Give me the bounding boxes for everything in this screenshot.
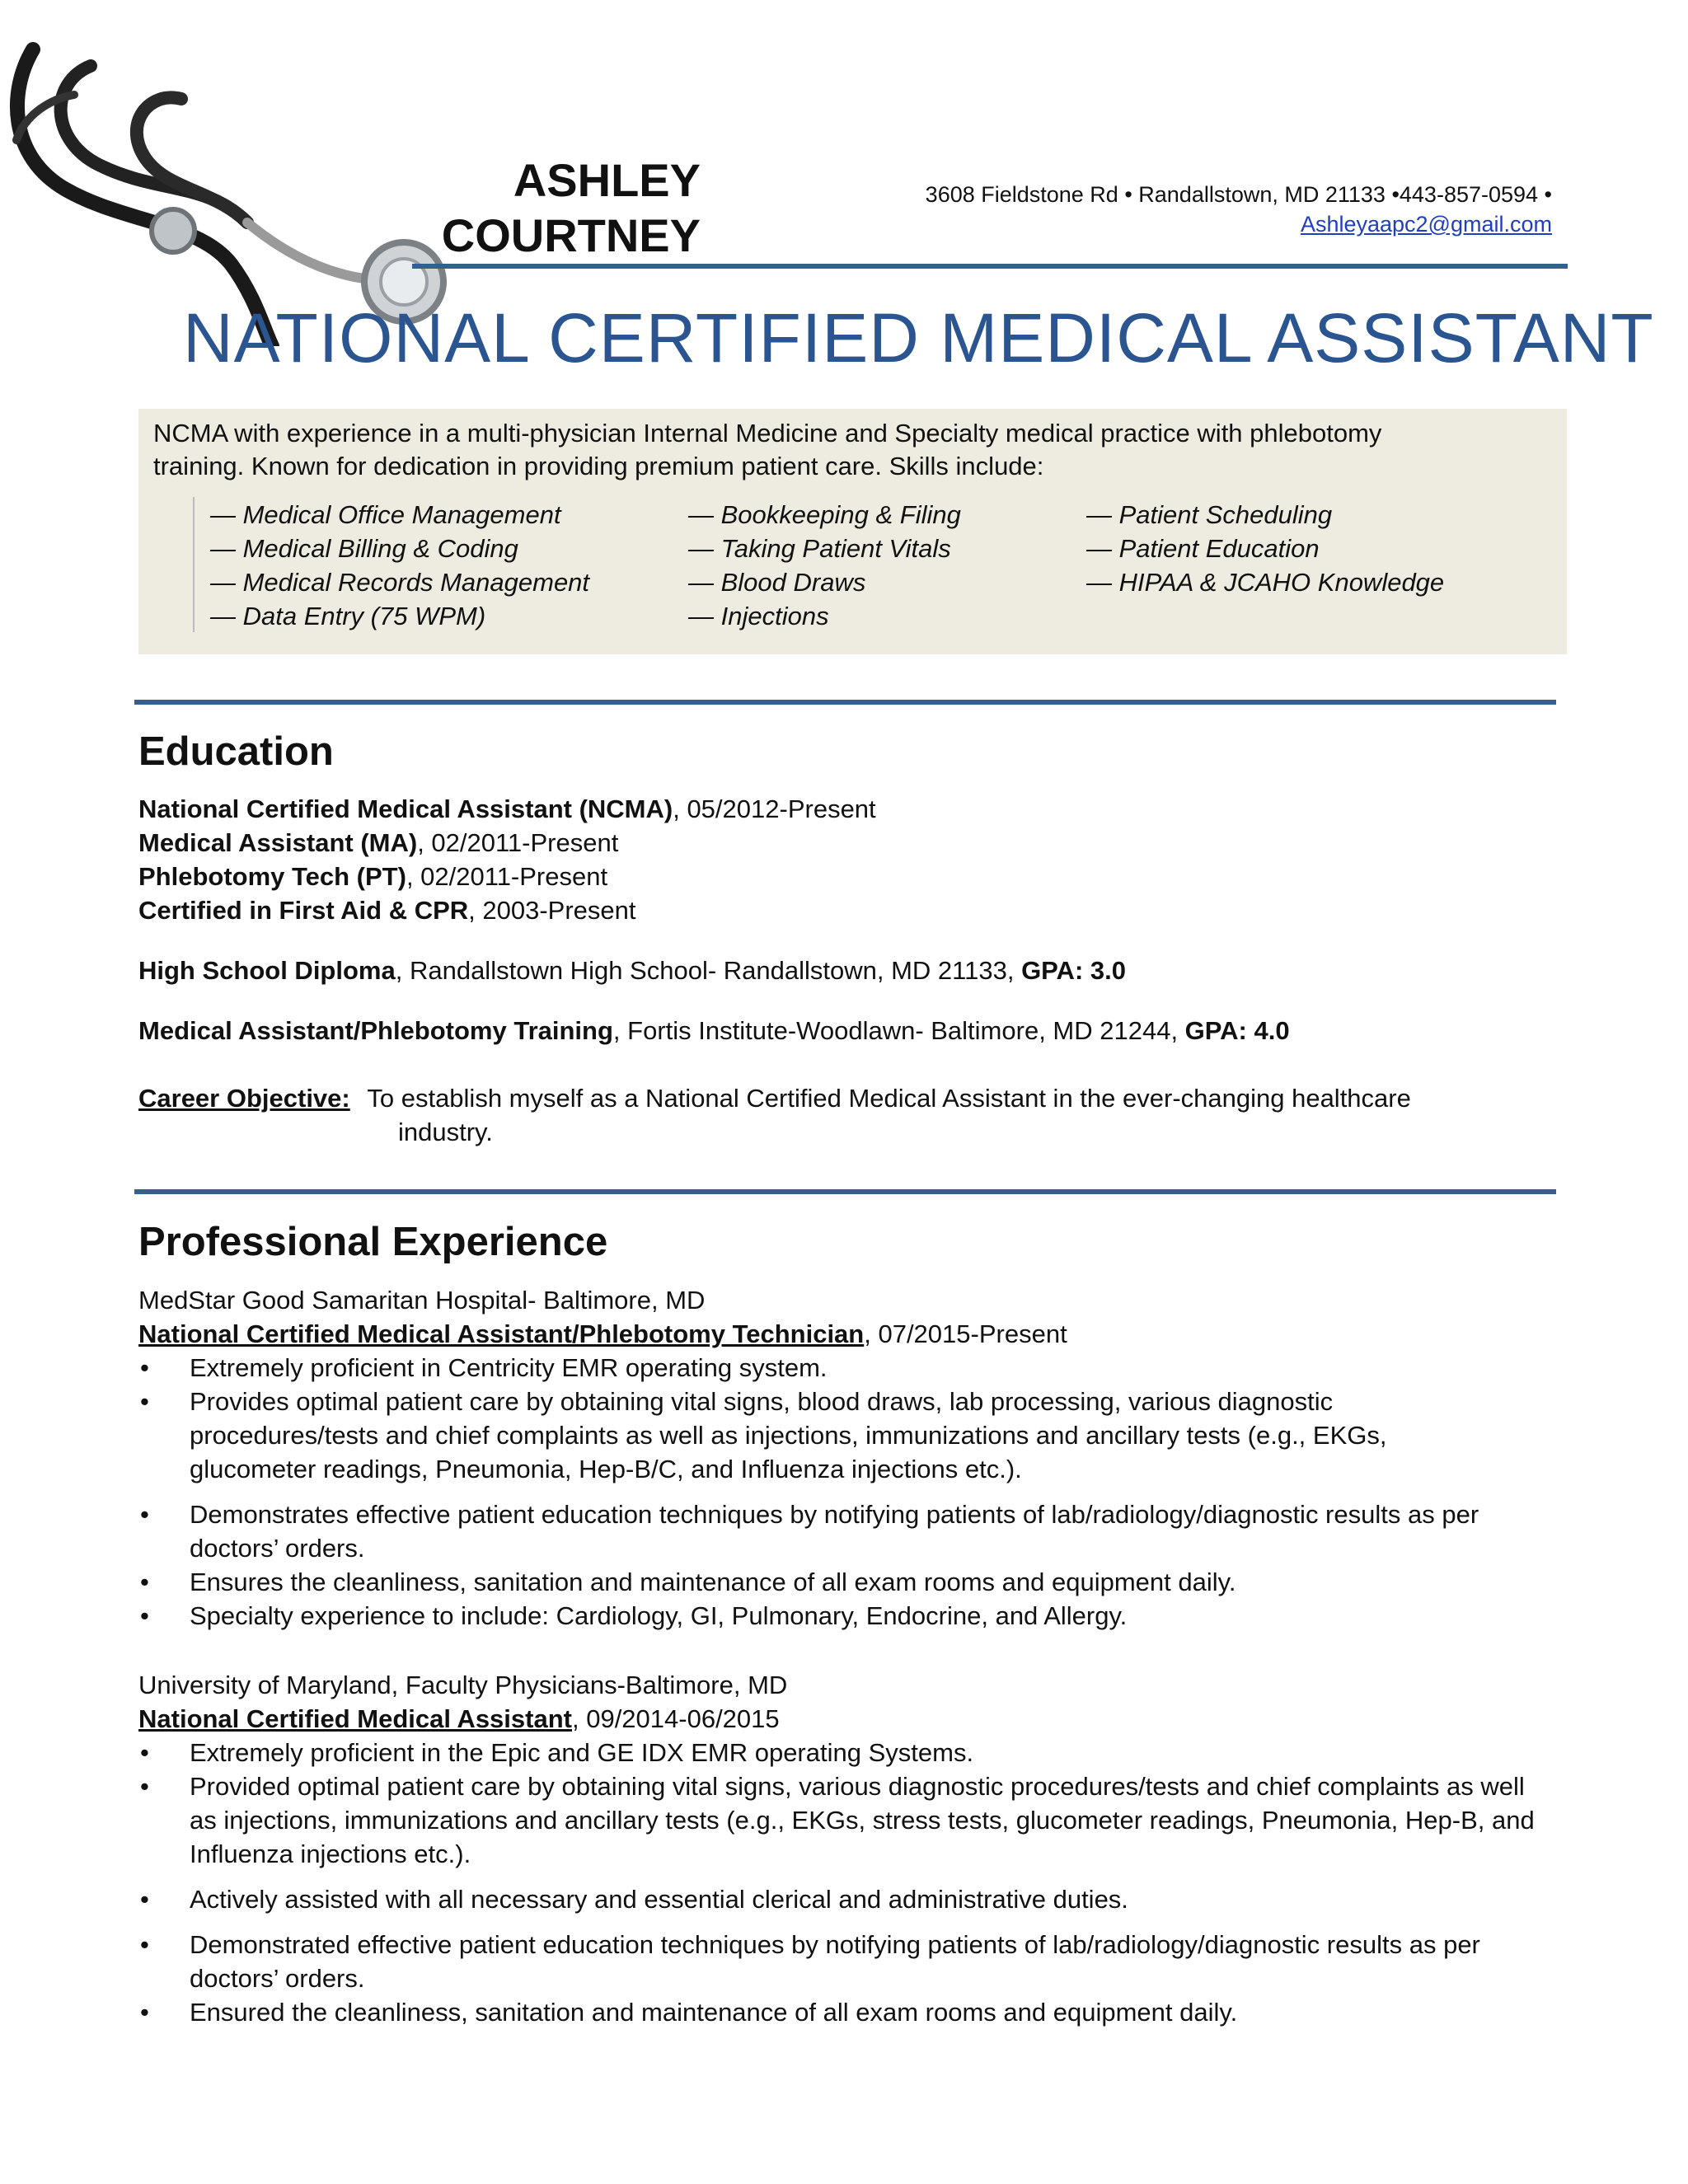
section-divider [134, 1189, 1556, 1194]
certification-row: Certified in First Aid & CPR, 2003-Present [138, 896, 636, 925]
page-title: NATIONAL CERTIFIED MEDICAL ASSISTANT [183, 299, 1654, 377]
job-entry [138, 1283, 1556, 1633]
skills-column-2 [688, 498, 961, 633]
list-item: • Extremely proficient in Centricity EMR operating system. [138, 1351, 1556, 1385]
list-item: • Specialty experience to include: Cardiology, GI, Pulmonary, Endocrine, and Allergy. [138, 1599, 1556, 1633]
career-objective-cont: industry. [398, 1118, 493, 1146]
list-item: • Demonstrated effective patient education techniques by notifying patients of lab/radiology/diagnostic results as per doctors’ orders. [138, 1928, 1556, 1995]
certification-row: Medical Assistant (MA), 02/2011-Present [138, 828, 619, 857]
skill-item: — Data Entry (75 WPM) [210, 602, 486, 630]
career-objective-label: Career Objective: [138, 1084, 350, 1113]
skill-item: — HIPAA & JCAHO Knowledge [1086, 568, 1445, 597]
skill-item: — Taking Patient Vitals [688, 534, 951, 563]
skill-item: — Blood Draws [688, 568, 866, 597]
header-divider [412, 264, 1568, 269]
job-duties [138, 1351, 1556, 1633]
skill-item: — Medical Office Management [210, 500, 561, 529]
education-heading: Education [138, 729, 334, 774]
list-item: • Provided optimal patient care by obtaining vital signs, various diagnostic procedures/tests and chief complaints as well as injections, immunizations and ancillary tests (e.g., EKGs, stress tests, glucometer readings, Pneumonia, Hep-B, and Influenza injections etc.). [138, 1769, 1556, 1871]
list-item: • Extremely proficient in the Epic and GE IDX EMR operating Systems. [138, 1736, 1556, 1769]
job-duties [138, 1736, 1556, 2029]
skill-item: — Patient Scheduling [1086, 500, 1333, 529]
list-item: • Actively assisted with all necessary and essential clerical and administrative duties. [138, 1882, 1556, 1916]
job-employer: University of Maryland, Faculty Physicians-Baltimore, MD [138, 1671, 788, 1699]
certification-row: National Certified Medical Assistant (NCMA), 05/2012-Present [138, 794, 876, 823]
experience-heading: Professional Experience [138, 1220, 608, 1264]
job-entry [138, 1668, 1556, 2029]
contact-email-link[interactable]: Ashleyaapc2@gmail.com [1300, 212, 1552, 237]
training-row: Medical Assistant/Phlebotomy Training, Fortis Institute-Woodlawn- Baltimore, MD 21244, GPA: 4.0 [138, 1016, 1290, 1045]
job-employer: MedStar Good Samaritan Hospital- Baltimore, MD [138, 1286, 706, 1315]
skill-item: — Patient Education [1086, 534, 1320, 563]
job-title-row: National Certified Medical Assistant/Phlebotomy Technician, 07/2015-Present [138, 1319, 1067, 1348]
summary-intro: NCMA with experience in a multi-physician Internal Medicine and Specialty medical practice with phlebotomy training. Known for dedication in providing premium patient care. Skills include: [153, 419, 1382, 480]
job-title-row: National Certified Medical Assistant, 09/2014-06/2015 [138, 1704, 780, 1733]
certification-row: Phlebotomy Tech (PT), 02/2011-Present [138, 862, 608, 891]
skill-item: — Bookkeeping & Filing [688, 500, 961, 529]
summary-box [138, 409, 1567, 654]
skill-item: — Medical Billing & Coding [210, 534, 518, 563]
first-name: ASHLEY [513, 154, 701, 206]
skills-column-3 [1086, 498, 1444, 599]
skills-column-1 [210, 498, 589, 633]
skill-item: — Injections [688, 602, 829, 630]
skill-item: — Medical Records Management [210, 568, 590, 597]
list-item: • Demonstrates effective patient education techniques by notifying patients of lab/radiology/diagnostic results as per doctors’ orders. [138, 1497, 1556, 1565]
skills-divider [193, 497, 195, 632]
list-item: • Ensured the cleanliness, sanitation and maintenance of all exam rooms and equipment daily. [138, 1995, 1556, 2029]
contact-email-row [1301, 209, 1552, 239]
certifications-list [138, 792, 876, 927]
section-divider [134, 700, 1556, 705]
last-name: COURTNEY [441, 209, 701, 261]
list-item: • Ensures the cleanliness, sanitation and maintenance of all exam rooms and equipment daily. [138, 1565, 1556, 1599]
career-objective: Career Objective: To establish myself as a National Certified Medical Assistant in the ever-changing healthcare [138, 1084, 1411, 1113]
list-item: • Provides optimal patient care by obtaining vital signs, blood draws, lab processing, various diagnostic procedures/tests and chief complaints as well as injections, immunizations and ancillary tests (e.g., EKGs, glucometer readings, Pneumonia, Hep-B/C, and Influenza injections etc.). [138, 1385, 1556, 1486]
high-school-row: High School Diploma, Randallstown High School- Randallstown, MD 21133, GPA: 3.0 [138, 956, 1126, 985]
contact-address: 3608 Fieldstone Rd • Randallstown, MD 21133 •443-857-0594 • [925, 182, 1552, 207]
